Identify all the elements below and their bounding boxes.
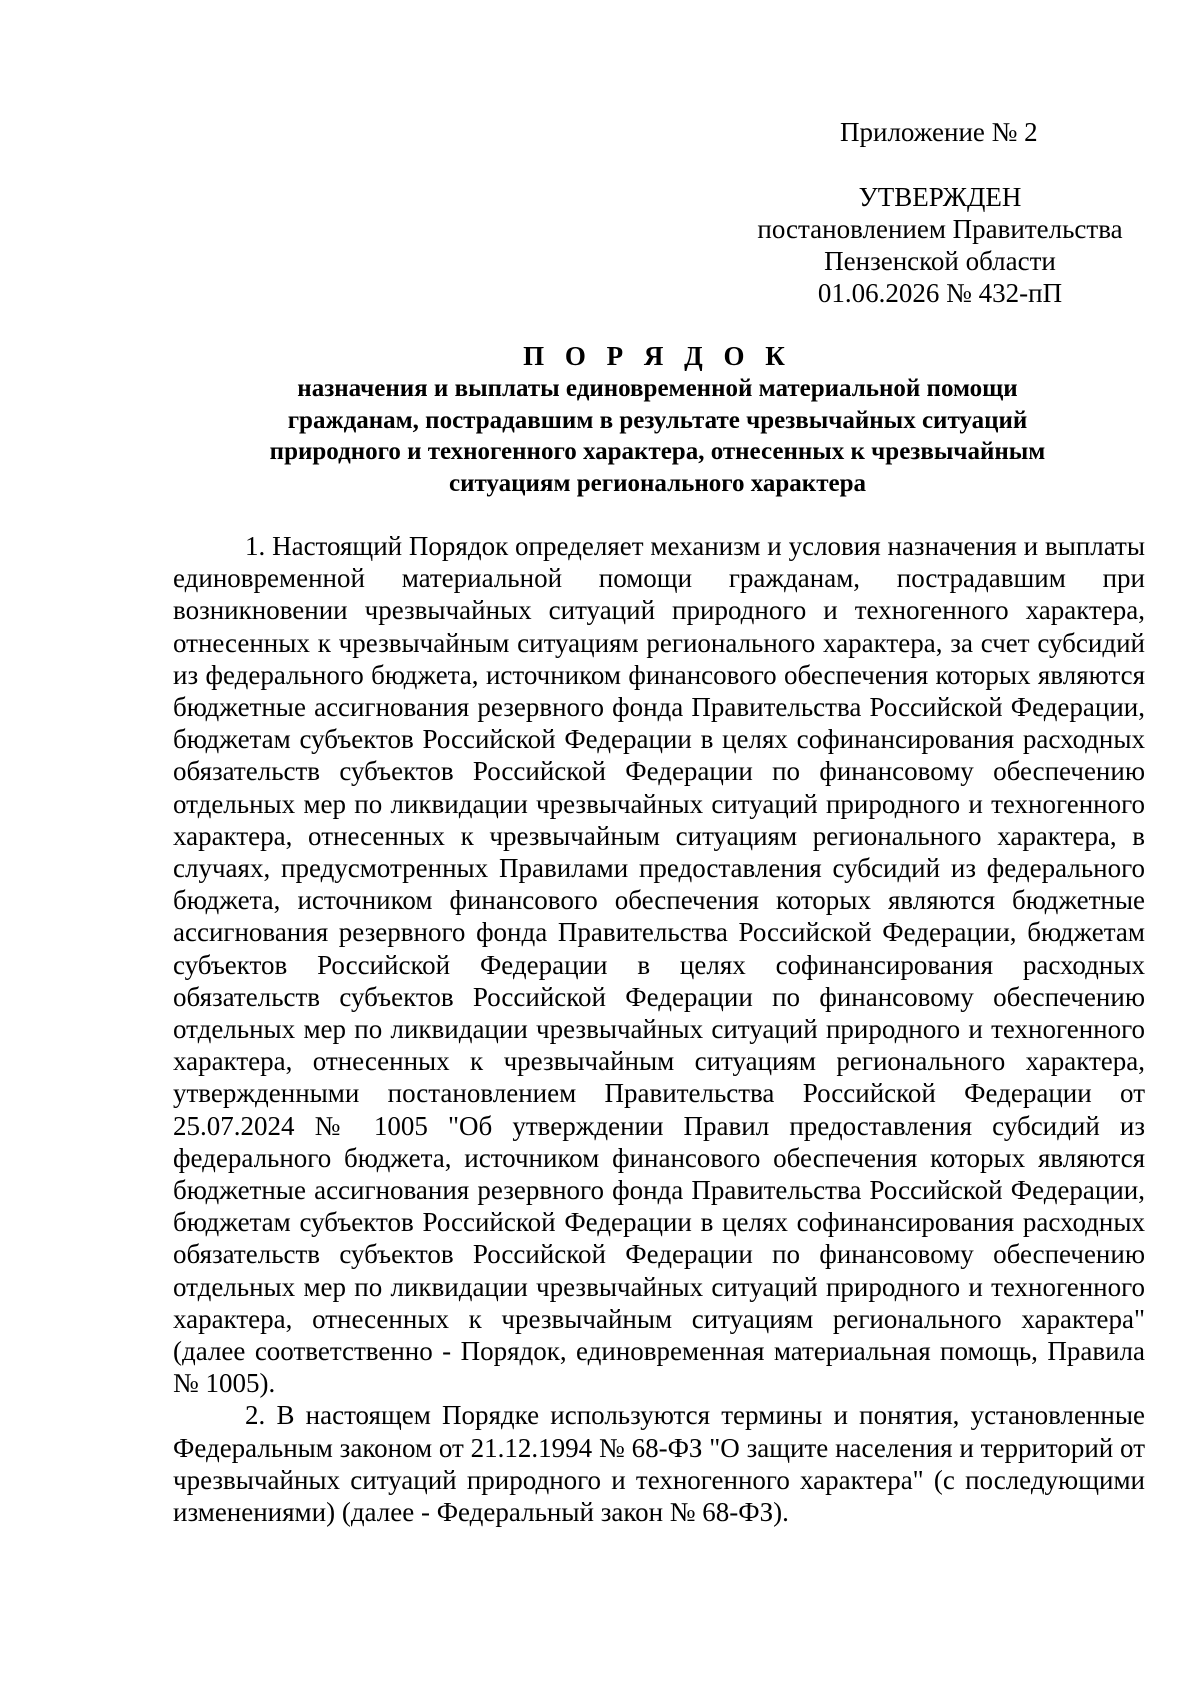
paragraph-1: 1. Настоящий Порядок определяет механизм и условия назначения и выплаты единовременной материальной помощи гражданам, пострадавшим при возникновении чрезвычайных ситуаций природного и техногенного характера, отнесенных к чрезвычайным ситуациям регионального характера, за счет субсидий из федерального бюджета, источником финансового обеспечения которых являются бюджетные ассигнования резервного фонда Правительства Российской Федерации, бюджетам субъектов Российской Федерации в целях софинансирования расходных обязательств субъектов Российской Федерации по финансовому обеспечению отдельных мер по ликвидации чрезвычайных ситуаций природного и техногенного характера, отнесенных к чрезвычайным ситуациям регионального характера, в случаях, предусмотренных Правилами предоставления субсидий из федерального бюджета, источником финансового обеспечения которых являются бюджетные ассигнования резервного фонда Правительства Российской Федерации, бюджетам субъектов Российской Федерации в целях софинансирования расходных обязательств субъектов Российской Федерации по финансовому обеспечению отдельных мер по ликвидации чрезвычайных ситуаций природного и техногенного характера, отнесенных к чрезвычайным ситуациям регионального характера, утвержденными постановлением Правительства Российской Федерации от 25.07.2024 № 1005 "Об утверждении Правил предоставления субсидий из федерального бюджета, источником финансового обеспечения которых являются бюджетные ассигнования резервного фонда Правительства Российской Федерации, бюджетам субъектов Российской Федерации в целях софинансирования расходных обязательств субъектов Российской Федерации по финансовому обеспечению отдельных мер по ликвидации чрезвычайных ситуаций природного и техногенного характера, отнесенных к чрезвычайным ситуациям регионального характера" (далее соответственно - Порядок, единовременная материальная помощь, Правила № 1005). bbox=[173, 531, 1145, 1399]
paragraph-2: 2. В настоящем Порядке используются термины и понятия, установленные Федеральным законом от 21.12.1994 № 68-ФЗ "О защите населения и территорий от чрезвычайных ситуаций природного и техногенного характера" (с последующими изменениями) (далее - Федеральный закон № 68-ФЗ). bbox=[173, 1400, 1145, 1528]
subtitle-line-4: ситуациям регионального характера bbox=[448, 469, 866, 497]
approval-status: УТВЕРЖДЕН bbox=[858, 182, 1022, 212]
document-title-block bbox=[170, 339, 1145, 499]
document-body bbox=[173, 530, 1145, 1528]
approval-line-2: Пензенской области bbox=[824, 246, 1056, 276]
subtitle-line-2: гражданам, пострадавшим в результате чрезвычайных ситуаций bbox=[287, 406, 1028, 434]
document-title: П О Р Я Д О К bbox=[523, 341, 792, 371]
approval-line-1: постановлением Правительства bbox=[757, 214, 1123, 244]
appendix-label: Приложение № 2 bbox=[840, 117, 1038, 147]
approval-date-number: 01.06.2026 № 432-пП bbox=[817, 278, 1063, 308]
approval-block bbox=[740, 181, 1140, 309]
subtitle-line-1: назначения и выплаты единовременной материальной помощи bbox=[297, 375, 1018, 402]
subtitle-line-3: природного и техногенного характера, отнесенных к чрезвычайным bbox=[269, 438, 1046, 465]
document-subtitle bbox=[170, 373, 1145, 499]
